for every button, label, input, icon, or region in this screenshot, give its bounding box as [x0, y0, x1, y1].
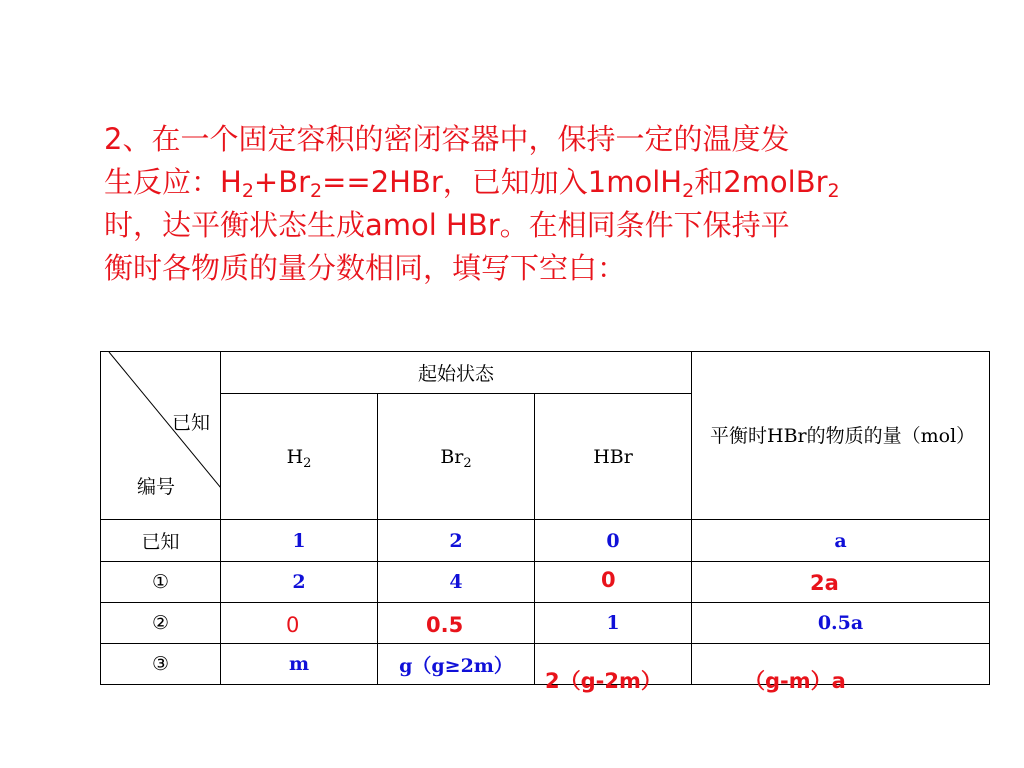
cell-br2: g（g≥2m） — [378, 644, 535, 685]
cell-inner — [378, 603, 534, 643]
problem-line-4: 衡时各物质的量分数相同，填写下空白： — [104, 251, 627, 285]
cell-br2 — [378, 603, 535, 644]
problem-statement — [104, 118, 924, 290]
corner-number-label: 编号 — [137, 476, 176, 498]
problem-line-2 — [104, 161, 924, 204]
cell-inner — [692, 562, 989, 602]
cell-eq: a — [692, 520, 990, 562]
data-table — [100, 351, 990, 693]
table-row — [101, 603, 990, 644]
table-row — [101, 562, 990, 603]
col-h2-header — [221, 394, 378, 520]
cell-hbr — [535, 562, 692, 603]
start-state-header: 起始状态 — [221, 352, 692, 394]
problem-line-2-part: ==2HBr，已知加入1molH — [322, 165, 683, 199]
data-table-container — [100, 351, 989, 693]
col-h2-text: H — [286, 445, 304, 468]
subscript: 2 — [682, 180, 695, 202]
cell-eq — [692, 644, 990, 693]
table-row — [101, 644, 990, 685]
problem-line-3: 时，达平衡状态生成amol HBr。在相同条件下保持平 — [104, 208, 790, 242]
answer-value: 2（g-2m） — [545, 669, 662, 693]
cell-h2: 1 — [221, 520, 378, 562]
cell-h2 — [221, 603, 378, 644]
cell-inner — [535, 644, 691, 693]
cell-hbr — [535, 644, 692, 693]
cell-inner — [692, 644, 989, 693]
answer-value: 0 — [286, 613, 300, 637]
row-label: ③ — [101, 644, 221, 685]
answer-value: 0.5 — [426, 613, 464, 637]
subscript: 2 — [463, 455, 472, 471]
row-label: 已知 — [101, 520, 221, 562]
table-row — [101, 520, 990, 562]
cell-eq — [692, 562, 990, 603]
row-label: ② — [101, 603, 221, 644]
cell-eq: 0.5a — [692, 603, 990, 644]
subscript: 2 — [310, 180, 323, 202]
row-label: ① — [101, 562, 221, 603]
problem-line-2-part: 生反应：H — [104, 165, 242, 199]
cell-hbr: 0 — [535, 520, 692, 562]
answer-value: （g-m）a — [744, 669, 846, 693]
subscript: 2 — [827, 180, 840, 202]
cell-h2: m — [221, 644, 378, 685]
cell-br2: 4 — [378, 562, 535, 603]
corner-known-label: 已知 — [171, 412, 210, 434]
col-br2-text: Br — [440, 445, 464, 468]
problem-line-2-part: 和2molBr — [694, 165, 828, 199]
col-hbr-header: HBr — [535, 394, 692, 520]
cell-br2: 2 — [378, 520, 535, 562]
subscript: 2 — [241, 180, 254, 202]
col-br2-header — [378, 394, 535, 520]
corner-cell — [101, 352, 221, 520]
cell-h2: 2 — [221, 562, 378, 603]
cell-inner — [221, 603, 377, 643]
cell-inner — [535, 562, 691, 602]
equilibrium-header: 平衡时HBr的物质的量（mol） — [692, 352, 990, 520]
answer-value: 2a — [810, 571, 839, 595]
answer-value: 0 — [601, 568, 616, 592]
problem-line-2-part: +Br — [253, 165, 311, 199]
subscript: 2 — [303, 455, 312, 471]
cell-hbr: 1 — [535, 603, 692, 644]
problem-line-1: 2、在一个固定容积的密闭容器中，保持一定的温度发 — [104, 122, 790, 156]
